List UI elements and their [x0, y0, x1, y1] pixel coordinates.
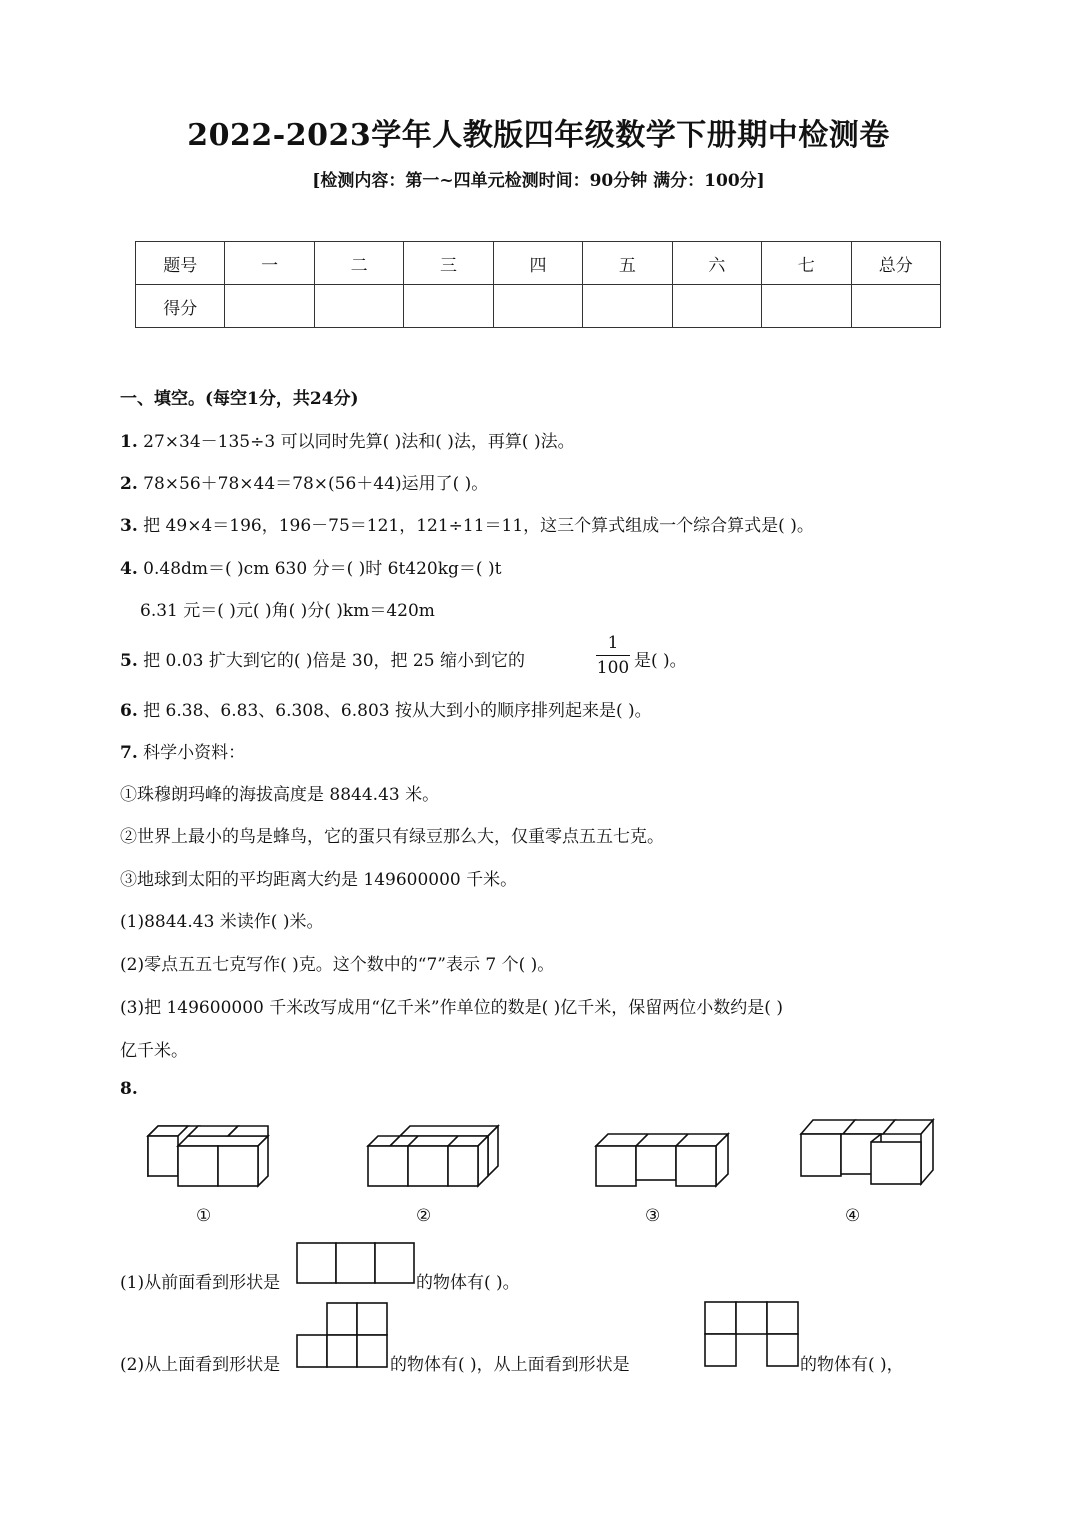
- question-number: 6.: [120, 701, 138, 721]
- question-2: [120, 469, 488, 494]
- table-cell: 五: [583, 242, 672, 285]
- question-6: [120, 696, 652, 721]
- fraction-denominator: 100: [596, 658, 630, 678]
- fact-1: ①珠穆朗玛峰的海拔高度是 8844.43 米。: [120, 785, 440, 805]
- question-4: [120, 554, 501, 579]
- table-cell: 得分: [136, 285, 225, 328]
- score-input-cell[interactable]: [672, 285, 761, 328]
- fact-2: ②世界上最小的鸟是蜂鸟，它的蛋只有绿豆那么大，仅重零点五五七克。: [120, 827, 664, 847]
- question-number: 5.: [120, 651, 138, 671]
- sub-question-2: (2)零点五五七克写作( )克。这个数中的“7”表示 7 个( )。: [120, 955, 555, 975]
- table-row: [136, 285, 941, 328]
- front-view-shape: [296, 1242, 418, 1286]
- fraction-bar: [596, 655, 630, 656]
- sub-question-3-line-2: 亿千米。: [120, 1041, 188, 1061]
- top-view-shape-2: [703, 1300, 801, 1370]
- question-8-number: 8.: [120, 1079, 138, 1099]
- table-cell: 一: [225, 242, 314, 285]
- sub-question-1: (1)8844.43 米读作( )米。: [120, 912, 324, 932]
- score-input-cell[interactable]: [762, 285, 851, 328]
- question-5: [120, 646, 525, 671]
- figure-label: ④: [845, 1206, 861, 1226]
- top-view-shape-1: [295, 1302, 391, 1372]
- question-1: [120, 427, 575, 452]
- score-input-cell[interactable]: [314, 285, 403, 328]
- question-7: [120, 738, 245, 763]
- question-text: 把 0.03 扩大到它的( )倍是 30，把 25 缩小到它的: [143, 651, 525, 671]
- table-cell: 题号: [136, 242, 225, 285]
- score-input-cell[interactable]: [225, 285, 314, 328]
- question-text: 78×56＋78×44＝78×(56＋44)运用了( )。: [143, 474, 489, 494]
- table-cell: 四: [493, 242, 582, 285]
- table-cell: 总分: [851, 242, 941, 285]
- figure-label: ②: [416, 1206, 432, 1226]
- table-cell: 六: [672, 242, 761, 285]
- sub-question-8-2-middle: 的物体有( )，从上面看到形状是: [390, 1355, 630, 1375]
- score-input-cell[interactable]: [583, 285, 672, 328]
- question-text: 把 49×4＝196，196－75＝121，121÷11＝11，这三个算式组成一个综合算式是( )。: [143, 516, 814, 536]
- question-text: 0.48dm＝( )cm 630 分＝( )时 6t420kg＝( )t: [143, 559, 502, 579]
- cube-figure-3: [590, 1118, 740, 1193]
- fraction: [596, 633, 630, 678]
- cube-figure-1: [140, 1118, 280, 1188]
- question-text: 把 6.38、6.83、6.308、6.803 按从大到小的顺序排列起来是( )。: [143, 701, 652, 721]
- fact-3: ③地球到太阳的平均距离大约是 149600000 千米。: [120, 870, 518, 890]
- exam-info: [检测内容：第一~四单元检测时间：90分钟 满分：100分]: [312, 171, 765, 191]
- cube-figure-4: [795, 1112, 945, 1192]
- table-row: [136, 242, 941, 285]
- sub-question-3: (3)把 149600000 千米改写成用“亿千米”作单位的数是( )亿千米，保留两位小数约是( ): [120, 998, 783, 1018]
- question-number: 1.: [120, 432, 138, 452]
- section-heading: 一、填空。(每空1分，共24分): [120, 389, 359, 409]
- fraction-numerator: 1: [607, 633, 619, 653]
- sub-question-8-1-prefix: (1)从前面看到形状是: [120, 1273, 281, 1293]
- table-cell: 二: [314, 242, 403, 285]
- figure-label: ③: [645, 1206, 661, 1226]
- question-number: 7.: [120, 743, 138, 763]
- question-5-tail: 是( )。: [634, 651, 687, 671]
- score-table: [135, 241, 941, 328]
- question-number: 2.: [120, 474, 138, 494]
- sub-question-8-2-suffix: 的物体有( )，: [800, 1355, 904, 1375]
- question-number: 3.: [120, 516, 138, 536]
- question-text: 科学小资料：: [143, 743, 246, 763]
- question-4-line-2: 6.31 元＝( )元( )角( )分( )km＝420m: [140, 601, 435, 621]
- sub-question-8-2-prefix: (2)从上面看到形状是: [120, 1355, 281, 1375]
- table-cell: 七: [762, 242, 851, 285]
- page-title: 2022-2023学年人教版四年级数学下册期中检测卷: [187, 118, 890, 153]
- question-number: 4.: [120, 559, 138, 579]
- figure-label: ①: [196, 1206, 212, 1226]
- score-input-cell[interactable]: [404, 285, 493, 328]
- score-input-cell[interactable]: [493, 285, 582, 328]
- question-text: 27×34－135÷3 可以同时先算( )法和( )法，再算( )法。: [143, 432, 575, 452]
- question-3: [120, 511, 814, 536]
- cube-figure-2: [360, 1118, 520, 1188]
- score-input-cell[interactable]: [851, 285, 941, 328]
- table-cell: 三: [404, 242, 493, 285]
- sub-question-8-1-suffix: 的物体有( )。: [416, 1273, 520, 1293]
